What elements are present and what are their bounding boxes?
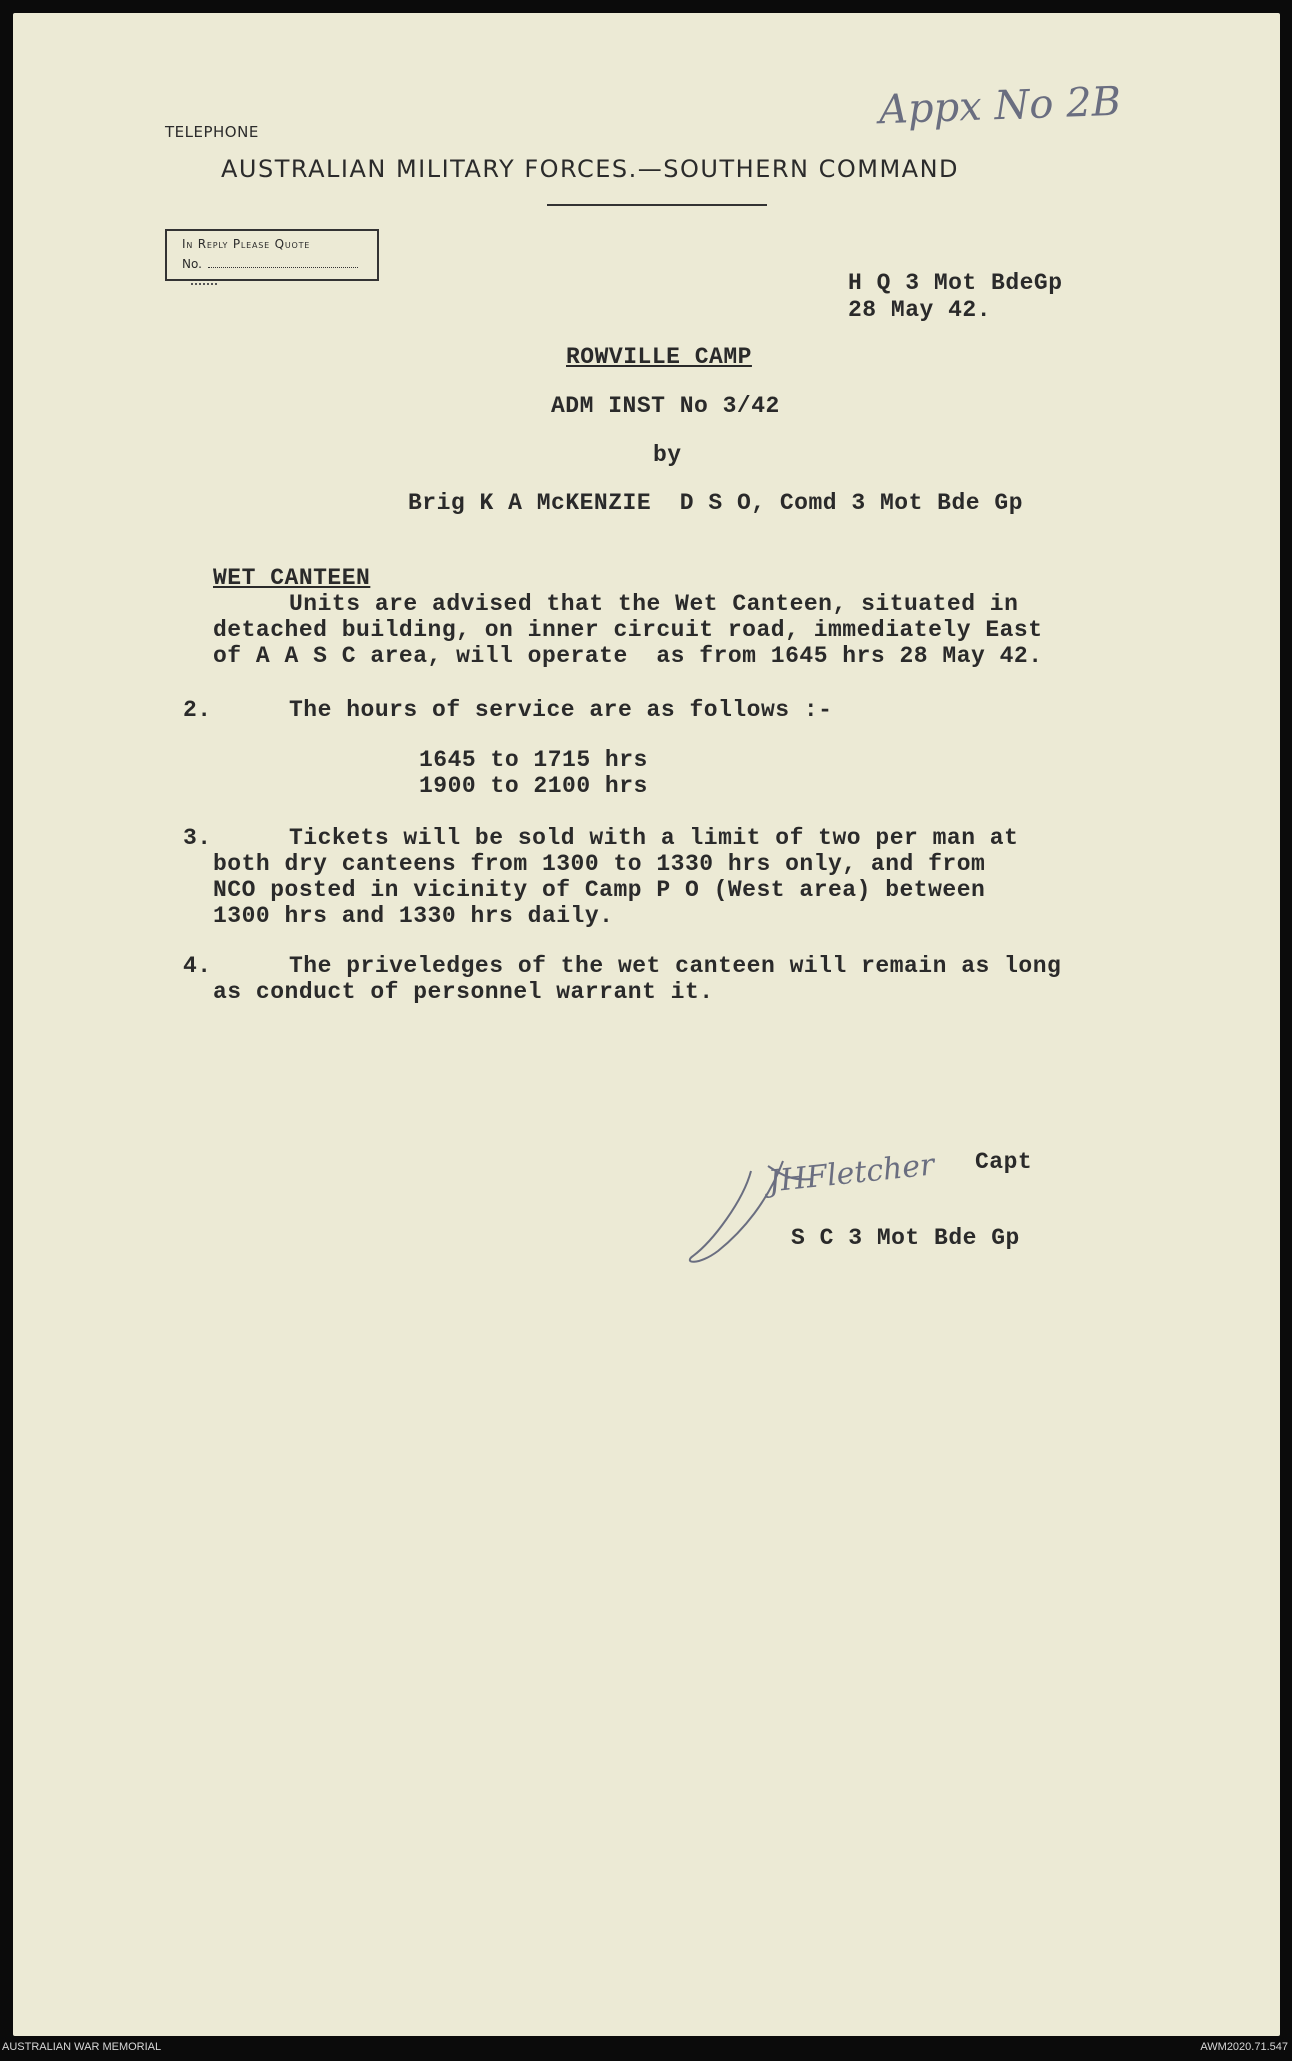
camp-title: ROWVILLE CAMP bbox=[566, 344, 752, 370]
para3-number: 3. bbox=[183, 825, 212, 851]
para3-line: 1300 hrs and 1330 hrs daily. bbox=[213, 903, 614, 929]
hours-line: 1645 to 1715 hrs bbox=[419, 747, 648, 773]
footer-right: AWM2020.71.547 bbox=[1200, 2041, 1288, 2053]
reply-box-label: In Reply Please Quote bbox=[182, 237, 311, 251]
reply-box bbox=[165, 229, 379, 281]
para3-line: both dry canteens from 1300 to 1330 hrs only, and from bbox=[213, 851, 986, 877]
author-line: Brig K A McKENZIE D S O, Comd 3 Mot Bde Gp bbox=[408, 490, 1023, 516]
para2-number: 2. bbox=[183, 697, 212, 723]
section-heading: WET CANTEEN bbox=[213, 565, 371, 591]
by-line: by bbox=[653, 442, 682, 468]
para4-number: 4. bbox=[183, 953, 212, 979]
letterhead-rule bbox=[547, 204, 767, 206]
para1-line: of A A S C area, will operate as from 1645 hrs 28 May 42. bbox=[213, 643, 1043, 669]
para1-line: detached building, on inner circuit road, immediately East bbox=[213, 617, 1043, 643]
para1-line: Units are advised that the Wet Canteen, situated in bbox=[289, 591, 1019, 617]
hours-line: 1900 to 2100 hrs bbox=[419, 773, 648, 799]
para4-line: as conduct of personnel warrant it. bbox=[213, 979, 714, 1005]
document-sheet bbox=[13, 13, 1280, 2036]
signature-appointment: S C 3 Mot Bde Gp bbox=[791, 1225, 1020, 1251]
date-line: 28 May 42. bbox=[848, 297, 992, 323]
reply-box-dotted-line bbox=[208, 267, 358, 268]
reply-box-number: No. bbox=[182, 257, 202, 271]
para3-line: NCO posted in vicinity of Camp P O (West area) between bbox=[213, 877, 986, 903]
para4-line: The priveledges of the wet canteen will remain as long bbox=[289, 953, 1062, 979]
letterhead-title: AUSTRALIAN MILITARY FORCES.—SOUTHERN COMMAND bbox=[221, 155, 960, 183]
reply-box-dots bbox=[191, 283, 217, 285]
hq-line: H Q 3 Mot BdeGp bbox=[848, 270, 1063, 296]
handwritten-annotation: Appx No 2B bbox=[878, 78, 1122, 134]
instruction-number: ADM INST No 3/42 bbox=[551, 393, 780, 419]
para3-line: Tickets will be sold with a limit of two per man at bbox=[289, 825, 1019, 851]
telephone-label: TELEPHONE bbox=[165, 123, 259, 141]
signature-rank: Capt bbox=[975, 1149, 1033, 1175]
para2-text: The hours of service are as follows :- bbox=[289, 697, 833, 723]
signature-name: JHFletcher bbox=[766, 1147, 937, 1200]
footer-left: AUSTRALIAN WAR MEMORIAL bbox=[2, 2041, 162, 2053]
